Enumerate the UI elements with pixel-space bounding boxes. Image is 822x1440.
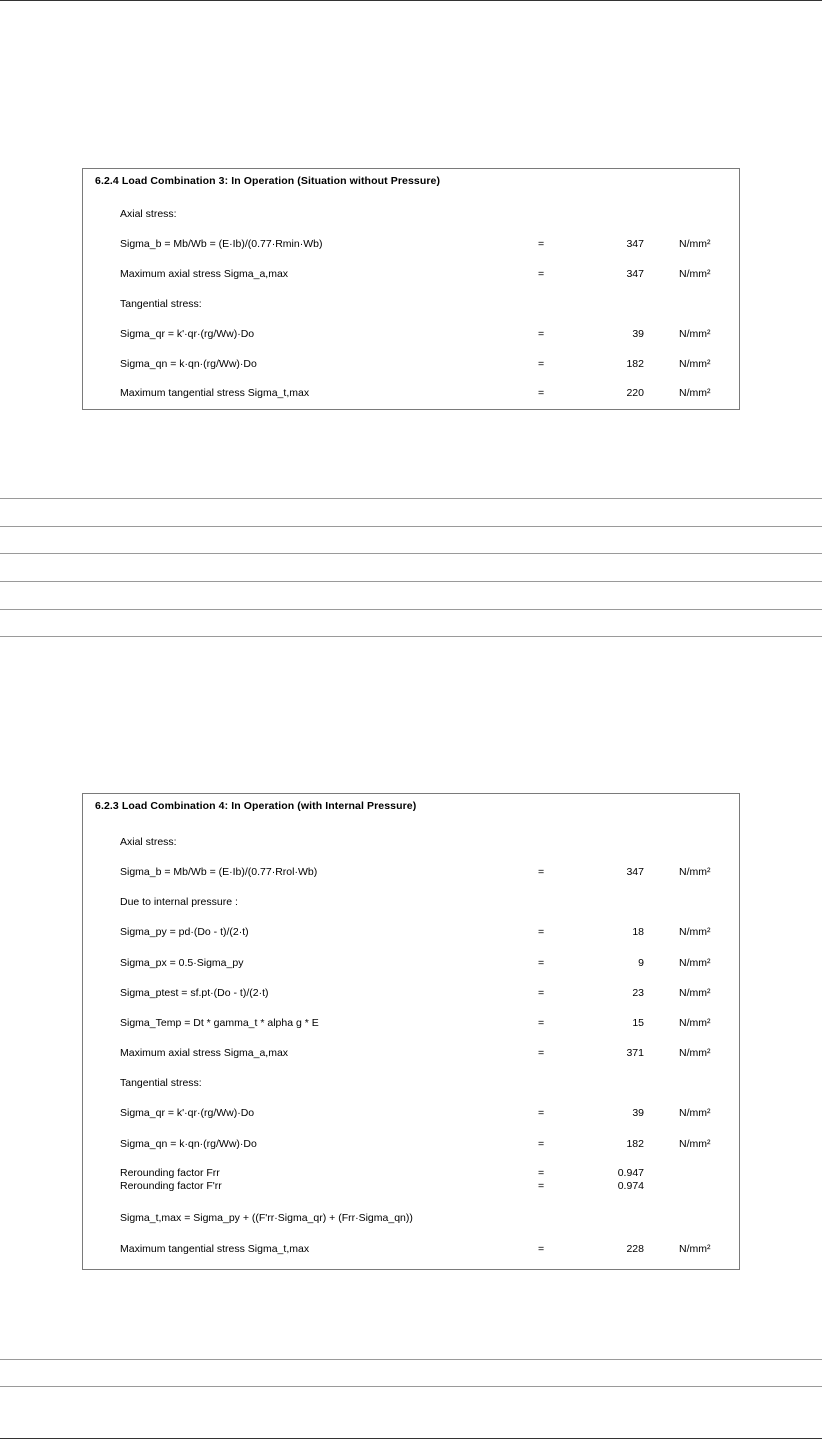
calc-row — [83, 208, 739, 222]
calc-value: 15 — [632, 1017, 644, 1029]
calc-label: Rerounding factor F'rr — [120, 1180, 222, 1192]
calc-label: Sigma_Temp = Dt * gamma_t * alpha g * E — [120, 1017, 319, 1029]
bottom-rule — [0, 1438, 822, 1439]
calc-unit: N/mm² — [679, 1017, 711, 1029]
calc-unit: N/mm² — [679, 358, 711, 370]
calc-value: 0.974 — [617, 1180, 644, 1192]
table-rule — [0, 498, 822, 499]
table-rule — [0, 526, 822, 527]
calc-value: 371 — [626, 1047, 644, 1059]
equals-sign: = — [538, 1138, 545, 1150]
calc-unit: N/mm² — [679, 1138, 711, 1150]
calc-value: 9 — [638, 957, 644, 969]
calc-row — [83, 1243, 739, 1257]
calc-label: Sigma_b = Mb/Wb = (E·Ib)/(0.77·Rmin·Wb) — [120, 238, 323, 250]
equals-sign: = — [538, 238, 545, 250]
section-title: 6.2.3 Load Combination 4: In Operation (with Internal Pressure) — [95, 800, 417, 812]
calc-value: 39 — [632, 328, 644, 340]
calc-label: Sigma_px = 0.5·Sigma_py — [120, 957, 244, 969]
equals-sign: = — [538, 1107, 545, 1119]
calc-value: 182 — [626, 1138, 644, 1150]
calc-value: 182 — [626, 358, 644, 370]
calc-unit: N/mm² — [679, 328, 711, 340]
calc-value: 18 — [632, 926, 644, 938]
calc-unit: N/mm² — [679, 926, 711, 938]
calc-row — [83, 1138, 739, 1152]
equals-sign: = — [538, 987, 545, 999]
calc-label: Sigma_t,max = Sigma_py + ((F'rr·Sigma_qr) + (Frr·Sigma_qn)) — [120, 1212, 413, 1224]
equals-sign: = — [538, 1167, 545, 1179]
equals-sign: = — [538, 957, 545, 969]
equals-sign: = — [538, 1180, 545, 1192]
calc-row — [83, 1077, 739, 1091]
equals-sign: = — [538, 358, 545, 370]
calc-row — [83, 866, 739, 880]
calc-label: Sigma_py = pd·(Do - t)/(2·t) — [120, 926, 249, 938]
calc-label: Maximum tangential stress Sigma_t,max — [120, 1243, 310, 1255]
equals-sign: = — [538, 1047, 545, 1059]
calc-row — [83, 896, 739, 910]
calc-label: Sigma_qn = k·qn·(rg/Ww)·Do — [120, 358, 257, 370]
calc-row — [83, 987, 739, 1001]
section-title: 6.2.4 Load Combination 3: In Operation (Situation without Pressure) — [95, 175, 441, 187]
calc-row — [83, 836, 739, 850]
calc-unit: N/mm² — [679, 1107, 711, 1119]
top-rule — [0, 0, 822, 1]
calc-label: Sigma_qr = k'·qr·(rg/Ww)·Do — [120, 1107, 255, 1119]
equals-sign: = — [538, 268, 545, 280]
calc-value: 220 — [626, 387, 644, 399]
calc-unit: N/mm² — [679, 866, 711, 878]
calc-unit: N/mm² — [679, 1243, 711, 1255]
calc-label: Sigma_qr = k'·qr·(rg/Ww)·Do — [120, 328, 255, 340]
table-rule — [0, 636, 822, 637]
calc-label: Sigma_ptest = sf.pt·(Do - t)/(2·t) — [120, 987, 269, 999]
calc-row — [83, 1180, 739, 1194]
table-rule — [0, 553, 822, 554]
calc-label: Tangential stress: — [120, 1077, 202, 1089]
calc-label: Axial stress: — [120, 836, 177, 848]
calc-unit: N/mm² — [679, 238, 711, 250]
calc-label: Rerounding factor Frr — [120, 1167, 220, 1179]
calc-label: Tangential stress: — [120, 298, 202, 310]
calc-row — [83, 358, 739, 372]
load-combination-4-box — [82, 793, 740, 1270]
calc-label: Maximum axial stress Sigma_a,max — [120, 1047, 289, 1059]
calc-value: 228 — [626, 1243, 644, 1255]
calc-label: Axial stress: — [120, 208, 177, 220]
calc-row — [83, 1107, 739, 1121]
table-rule — [0, 1359, 822, 1360]
calc-value: 23 — [632, 987, 644, 999]
calc-label: Sigma_qn = k·qn·(rg/Ww)·Do — [120, 1138, 257, 1150]
equals-sign: = — [538, 1243, 545, 1255]
calc-unit: N/mm² — [679, 268, 711, 280]
calc-value: 347 — [626, 866, 644, 878]
calc-label: Maximum tangential stress Sigma_t,max — [120, 387, 310, 399]
calc-value: 347 — [626, 268, 644, 280]
calc-label: Maximum axial stress Sigma_a,max — [120, 268, 289, 280]
calc-row — [83, 1047, 739, 1061]
calc-row — [83, 926, 739, 940]
calc-row — [83, 387, 739, 401]
calc-row — [83, 957, 739, 971]
calc-value: 0.947 — [617, 1167, 644, 1179]
calc-unit: N/mm² — [679, 987, 711, 999]
calc-value: 39 — [632, 1107, 644, 1119]
table-rule — [0, 1386, 822, 1387]
equals-sign: = — [538, 1017, 545, 1029]
equals-sign: = — [538, 328, 545, 340]
equals-sign: = — [538, 387, 545, 399]
table-rule — [0, 581, 822, 582]
calc-unit: N/mm² — [679, 1047, 711, 1059]
equals-sign: = — [538, 866, 545, 878]
calc-row — [83, 238, 739, 252]
calc-row — [83, 328, 739, 342]
calc-label: Due to internal pressure : — [120, 896, 238, 908]
calc-unit: N/mm² — [679, 387, 711, 399]
calc-value: 347 — [626, 238, 644, 250]
calc-row — [83, 1017, 739, 1031]
calc-row — [83, 1212, 739, 1226]
load-combination-3-box — [82, 168, 740, 410]
calc-label: Sigma_b = Mb/Wb = (E·Ib)/(0.77·Rrol·Wb) — [120, 866, 318, 878]
calc-row — [83, 1167, 739, 1181]
equals-sign: = — [538, 926, 545, 938]
calc-unit: N/mm² — [679, 957, 711, 969]
calc-row — [83, 268, 739, 282]
table-rule — [0, 609, 822, 610]
calc-row — [83, 298, 739, 312]
